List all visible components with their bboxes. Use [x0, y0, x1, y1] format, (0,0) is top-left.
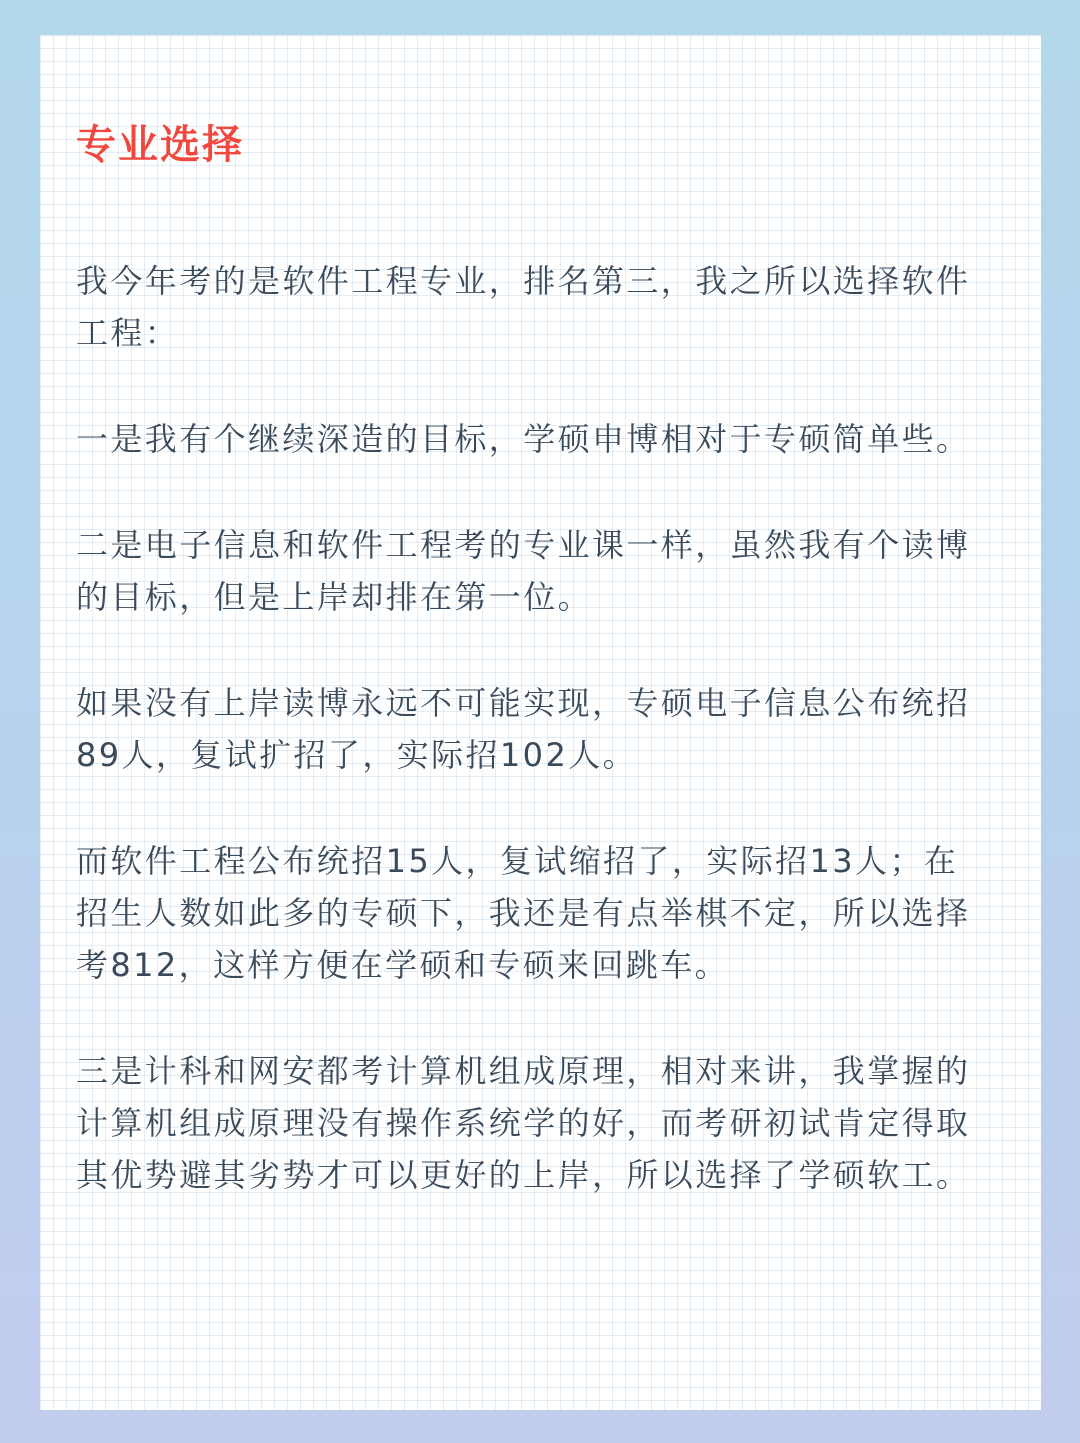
paragraph-reason-one: 一是我有个继续深造的目标，学硕申博相对于专硕简单些。 [76, 420, 971, 458]
paragraph-enrollment-se: 而软件工程公布统招15人，复试缩招了，实际招13人；在招生人数如此多的专硕下，我还是有点举棋不定，所以选择考812，这样方便在学硕和专硕来回跳车。 [76, 842, 971, 984]
section-title: 专业选择 [76, 122, 244, 168]
content-card [40, 35, 1041, 1410]
paragraph-intro: 我今年考的是软件工程专业，排名第三，我之所以选择软件工程： [76, 262, 971, 352]
paragraph-enrollment-ee: 如果没有上岸读博永远不可能实现，专硕电子信息公布统招89人，复试扩招了，实际招102人。 [76, 684, 971, 774]
article-body [76, 255, 976, 1255]
paragraph-reason-two: 二是电子信息和软件工程考的专业课一样，虽然我有个读博的目标，但是上岸却排在第一位。 [76, 526, 971, 616]
paragraph-reason-three: 三是计科和网安都考计算机组成原理，相对来讲，我掌握的计算机组成原理没有操作系统学的好，而考研初试肯定得取其优势避其劣势才可以更好的上岸，所以选择了学硕软工。 [76, 1052, 971, 1194]
